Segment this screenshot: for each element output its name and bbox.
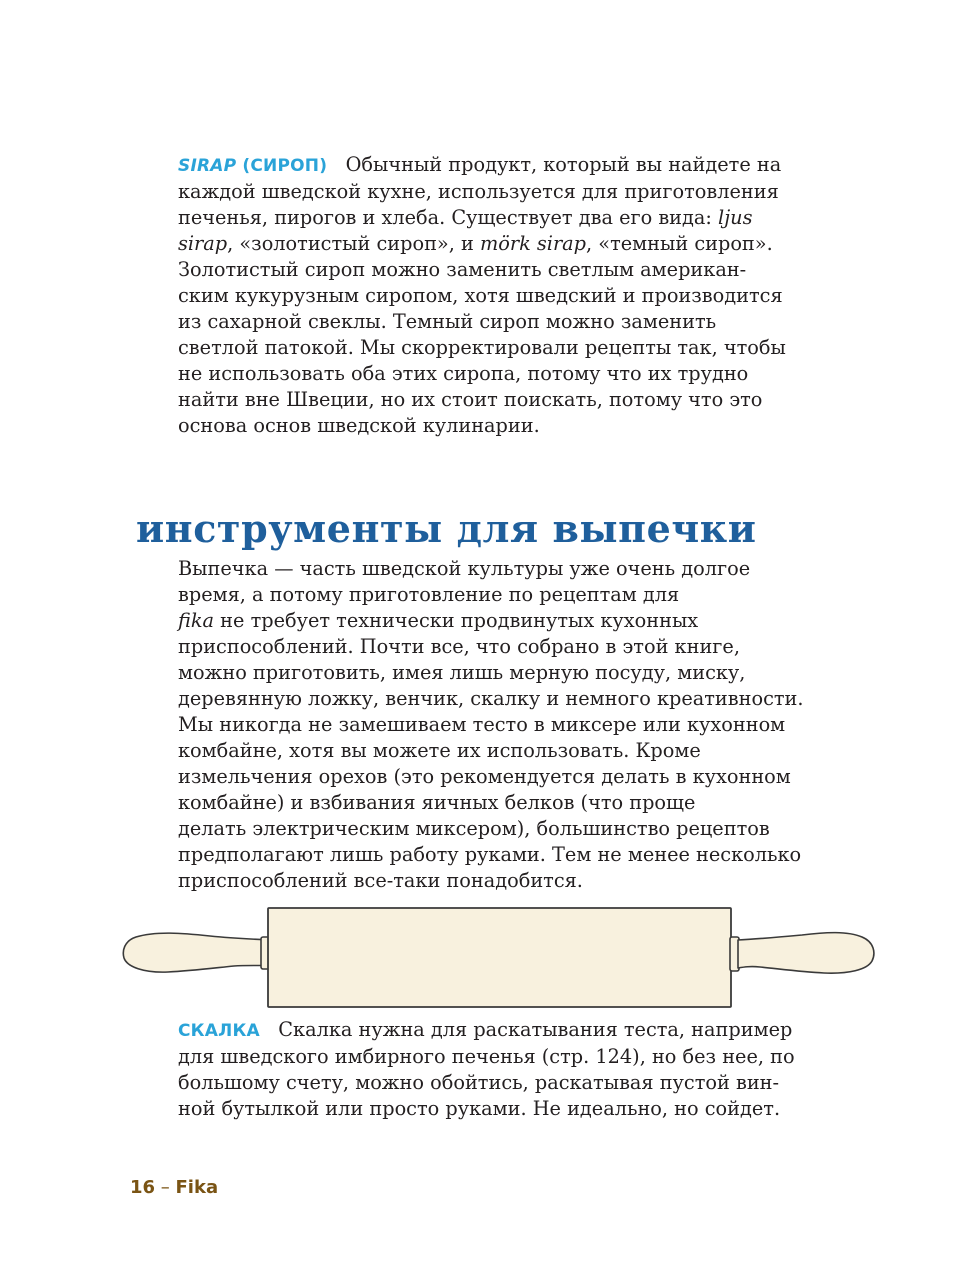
tools-line-10: комбайне) и взбивания яичных белков (что проще <box>178 791 696 814</box>
syrup-term-gloss: (СИРОП) <box>236 156 328 176</box>
rolling-pin-line-4: ной бутылкой или просто руками. Не идеально, но сойдет. <box>178 1097 781 1120</box>
rolling-pin-text: Скалка нужна для раскатывания теста, например <box>278 1018 793 1041</box>
syrup-line-7: из сахарной свеклы. Темный сироп можно заменить <box>178 310 717 333</box>
syrup-line-5: Золотистый сироп можно заменить светлым американ- <box>178 258 747 281</box>
tools-line-5: можно приготовить, имея лишь мерную посуду, миску, <box>178 661 746 684</box>
tools-line-4: приспособлений. Почти все, что собрано в этой книге, <box>178 635 740 658</box>
tools-line-11: делать электрическим миксером), большинство рецептов <box>178 817 770 840</box>
syrup-paragraph <box>178 152 838 439</box>
syrup-line-9: не использовать оба этих сиропа, потому что их трудно <box>178 362 749 385</box>
syrup-text: Обычный продукт, который вы найдете на <box>345 153 782 176</box>
rolling-pin-barrel <box>268 908 731 1007</box>
syrup-text: , «золотистый сироп», и <box>227 232 480 255</box>
syrup-line-10: найти вне Швеции, но их стоит поискать, потому что это <box>178 388 763 411</box>
tools-line-13: приспособлений все-таки понадобится. <box>178 869 583 892</box>
rolling-pin-term: СКАЛКА <box>178 1021 260 1041</box>
tools-line-2: время, а потому приготовление по рецептам для <box>178 583 680 606</box>
syrup-line-11: основа основ шведской кулинарии. <box>178 414 540 437</box>
tools-text: не требует технически продвинутых кухонных <box>214 609 699 632</box>
section-heading: инструменты для выпечки <box>136 506 757 551</box>
page-number: 16 <box>130 1177 156 1198</box>
sirap-term: sirap <box>178 232 228 255</box>
syrup-line-6: ским кукурузным сиропом, хотя шведский и производится <box>178 284 783 307</box>
syrup-term: SIRAP <box>178 156 237 176</box>
syrup-text: печенья, пирогов и хлеба. Существует два его вида: <box>178 206 719 229</box>
tools-line-3 <box>178 608 838 634</box>
mork-sirap-term: mörk sirap <box>479 232 587 255</box>
tools-line-9: измельчения орехов (это рекомендуется делать в кухонном <box>178 765 791 788</box>
tools-line-12: предполагают лишь работу руками. Тем не менее несколько <box>178 843 802 866</box>
syrup-text: , «темный сироп». <box>586 232 773 255</box>
syrup-line-4 <box>178 231 838 257</box>
rolling-pin-paragraph <box>178 1017 838 1122</box>
rolling-pin-left-handle <box>123 933 270 972</box>
tools-line-6: деревянную ложку, венчик, скалку и немного креативности. <box>178 687 804 710</box>
rolling-pin-line-1 <box>178 1017 838 1044</box>
tools-paragraph <box>178 556 838 894</box>
folio-separator: – <box>155 1177 176 1198</box>
syrup-line-1 <box>178 152 838 179</box>
tools-line-7: Мы никогда не замешиваем тесто в миксере или кухонном <box>178 713 786 736</box>
syrup-line-8: светлой патокой. Мы скорректировали рецепты так, чтобы <box>178 336 786 359</box>
fika-term: fika <box>178 609 215 632</box>
syrup-line-2: каждой шведской кухне, используется для приготовления <box>178 180 779 203</box>
ljus-term: ljus <box>718 206 753 229</box>
rolling-pin-icon <box>120 902 880 1012</box>
book-title: Fika <box>175 1177 219 1198</box>
page-folio <box>130 1177 218 1198</box>
rolling-pin-right-handle <box>738 933 874 974</box>
syrup-line-3 <box>178 205 838 231</box>
tools-line-1: Выпечка — часть шведской культуры уже очень долгое <box>178 557 751 580</box>
rolling-pin-line-2: для шведского имбирного печенья (стр. 124), но без нее, по <box>178 1045 795 1068</box>
rolling-pin-line-3: большому счету, можно обойтись, раскатывая пустой вин- <box>178 1071 780 1094</box>
tools-line-8: комбайне, хотя вы можете их использовать. Кроме <box>178 739 701 762</box>
